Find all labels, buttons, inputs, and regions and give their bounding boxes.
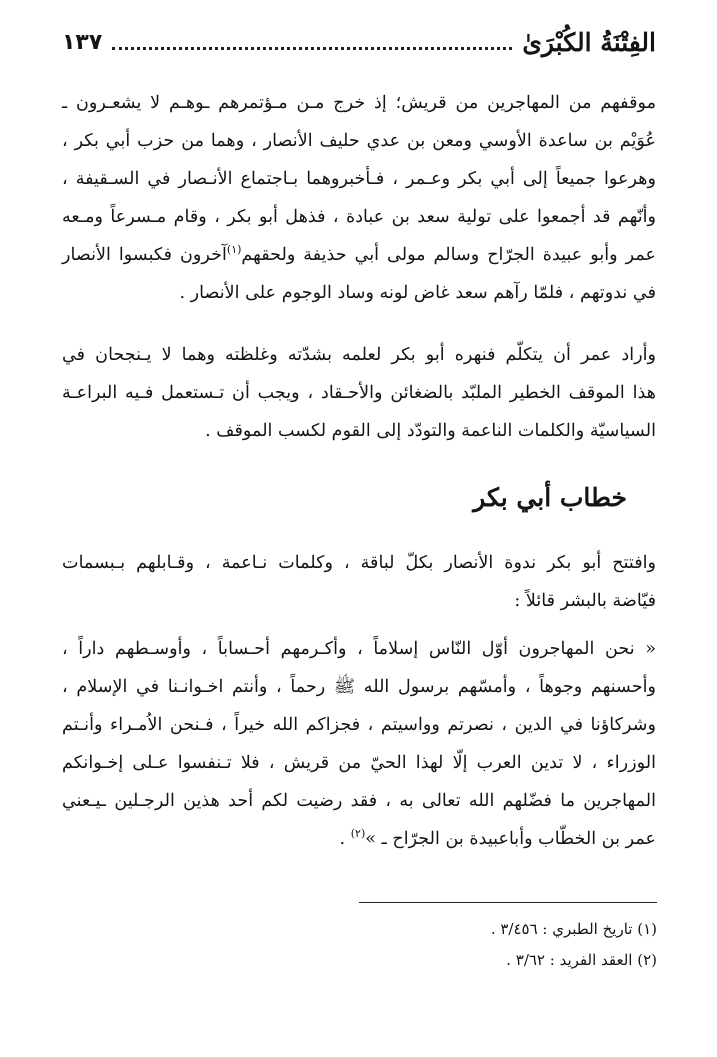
text-line: وأنّهم قد أجمعوا على تولية سعد بن عبادة ، فذهل أبو بكر ، وقام مـسرعاً ومـعه [62,207,656,227]
text-line: السياسيّة والكلمات الناعمة والتودّد إلى القوم لكسب الموقف . [205,421,656,441]
text-line [62,236,656,274]
book-title: الفِتْنَةُ الكُبْرَىٰ [522,27,656,57]
text-line: المهاجرين ما فضّلهم الله تعالى به ، فقد رضيت لكم أحد هذين الرجـلين ـيـعني [62,791,656,811]
footnote-separator [359,902,657,903]
footnotes [491,914,657,976]
text-line: الوزراء ، لا تدين العرب إلّا لهذا الحيّ من قريش ، فلا تـنفسوا عـلى إخـوانكم [62,753,656,773]
text-line: وأحسنهم وجوهاً ، وأمسّهم برسول الله ﷺ رحماً ، وأنتم اخـوانـنا في الإسلام ، [62,677,656,697]
text-line: وأراد عمر أن يتكلّم فنهره أبو بكر لعلمه بشدّته وغلظته وهما لا يـنجحان في [62,345,656,365]
paragraph-4-quote [62,630,656,858]
footnote-ref-2[interactable]: (٢) [350,827,366,841]
paragraph-1 [62,84,656,312]
paragraph-2 [62,336,656,450]
text-line: وافتتح أبو بكر ندوة الأنصار بكلّ لباقة ، وكلمات نـاعمة ، وقـابلهم بـبسمات [62,553,656,573]
text-line: وشركاؤنا في الدين ، نصرتم وواسيتم ، فجزاكم الله خيراً ، فـنحن الاُمـراء وأنـتم [62,715,656,735]
text-line: فيّاضة بالبشر قائلاً : [514,591,656,611]
text-line: في ندوتهم ، فلمّا رآهم سعد غاض لونه وساد الوجوم على الأنصار . [179,283,656,303]
footnote-ref-1[interactable]: (١) [226,243,242,257]
text-line: عمر بن الخطّاب وأباعبيدة بن الجرّاح ـ »$^{(٢)}$ . [339,827,656,849]
page-number: ١٣٧ [62,29,103,55]
text-segment: آخرون فكبسوا الأنصار [62,245,227,265]
footnote-2: (٢) العقد الفريد : ٣/٦٢ . [506,951,657,969]
paragraph-3 [62,544,656,620]
footnote-1: (١) تاريخ الطبري : ٣/٤٥٦ . [490,920,657,938]
text-segment: عمر وأبو عبيدة الجرّاح وسالم مولى أبي حذيفة ولحقهم [241,245,656,265]
text-line: وهرعوا جميعاً إلى أبي بكر وعـمر ، فـأخبروهما بـاجتماع الأنـصار في السـقيفة ، [62,169,656,189]
text-line: هذا الموقف الخطير الملبّد بالضغائن والأحـقاد ، ويجب أن تـستعمل فـيه البراعـة [62,383,656,403]
text-segment: عمر بن الخطّاب وأباعبيدة بن الجرّاح ـ » [365,829,656,849]
text-line: عُوَيْم بن ساعدة الأوسي ومعن بن عدي حليف الأنصار ، وهما من حزب أبي بكر ، [62,131,656,151]
text-line: موقفهم من المهاجرين من قريش؛ إذ خرج مـن مـؤتمرهم ـوهـم لا يشعـرون ـ [62,93,656,113]
section-heading: خطاب أبي بكر [473,483,627,512]
header-dot-leader [112,47,512,50]
text-line: « نحن المهاجرون أوّل النّاس إسلاماً ، وأكـرمهم أحـساباً ، وأوسـطهم داراً ، [62,639,656,659]
running-header [62,22,656,62]
